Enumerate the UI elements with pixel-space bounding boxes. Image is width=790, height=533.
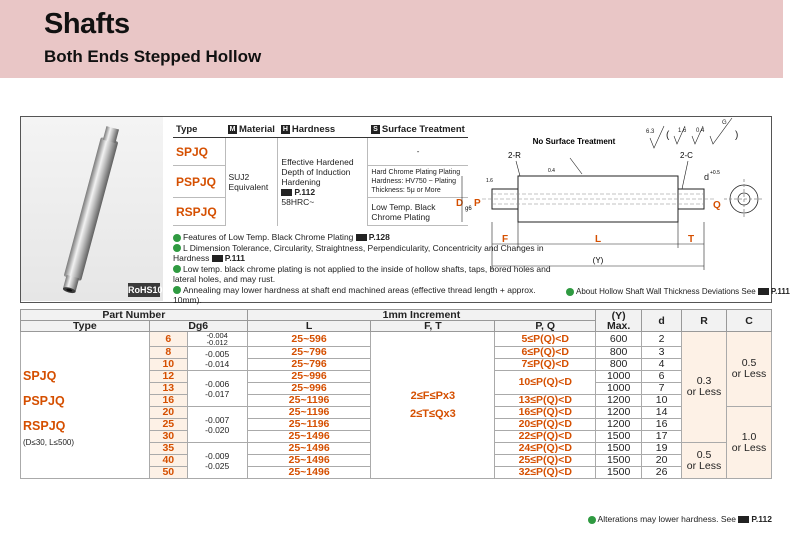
d-cell: 6 — [642, 371, 682, 383]
header-y: (Y) Max. — [596, 310, 642, 332]
l-cell: 25~796 — [247, 347, 371, 359]
l-cell: 25~1196 — [247, 419, 371, 431]
dia-cell: 20 — [149, 407, 187, 419]
l-cell: 25~1496 — [247, 443, 371, 455]
tol-cell: -0.004 -0.012 — [187, 332, 247, 347]
d-cell: 20 — [642, 455, 682, 467]
header-type: Type — [21, 321, 150, 332]
dim-f-label: F — [502, 234, 509, 245]
note-item: Annealing may lower hardness at shaft end machined areas (effective thread length + approx. 10mm). — [173, 284, 536, 305]
leaf-icon — [173, 234, 181, 242]
d-cell: 4 — [642, 359, 682, 371]
note-ref-link[interactable]: P.128 — [368, 232, 390, 242]
header-l: L — [247, 321, 371, 332]
y-cell: 1500 — [596, 467, 642, 479]
pq-cell: 6≤P(Q)<D — [495, 347, 596, 359]
l-cell: 25~1196 — [247, 407, 371, 419]
dim-p-label: P — [474, 198, 481, 209]
hollow-note: About Hollow Shaft Wall Thickness Deviations See P.111 — [566, 287, 790, 296]
spec-surface-rspjq: Low Temp. Black Chrome Plating — [368, 198, 468, 226]
c-cell: 0.5 or Less — [726, 332, 771, 407]
l-cell: 25~1496 — [247, 455, 371, 467]
roughness-04: 0.4 — [696, 128, 705, 134]
tol-cell: -0.005 -0.014 — [187, 347, 247, 371]
tol-cell: -0.007 -0.020 — [187, 407, 247, 443]
material-icon: M — [229, 125, 236, 133]
d-cell: 7 — [642, 383, 682, 395]
y-cell: 1000 — [596, 383, 642, 395]
dia-cell: 35 — [149, 443, 187, 455]
dim-l-label: L — [594, 234, 602, 245]
header-c: C — [726, 310, 771, 332]
leaf-icon — [173, 286, 181, 294]
spec-type-spjq: SPJQ — [173, 138, 225, 166]
spec-surface-spjq: - — [368, 138, 468, 166]
tol-cell: -0.006 -0.017 — [187, 371, 247, 407]
spec-surface-pspjq: Hard Chrome Plating Plating Hardness: HV750 ~ Plating Thickness: 5μ or More — [368, 166, 468, 198]
leaf-icon — [588, 516, 596, 524]
svg-text:(: ( — [666, 130, 670, 141]
svg-text:g6: g6 — [465, 206, 472, 212]
book-icon — [758, 288, 769, 295]
roughness-icon — [646, 118, 738, 148]
book-icon — [212, 255, 223, 262]
d-cell: 19 — [642, 443, 682, 455]
dia-cell: 6 — [149, 332, 187, 347]
l-cell: 25~796 — [247, 359, 371, 371]
y-cell: 600 — [596, 332, 642, 347]
roughness-small: 0.4 — [548, 168, 555, 174]
spec-header-surface: S Surface Treatment — [368, 122, 468, 138]
hollow-ref-link[interactable]: P.111 — [770, 287, 790, 296]
book-icon — [738, 516, 749, 523]
dim-t-label: T — [688, 234, 695, 245]
l-cell: 25~1196 — [247, 395, 371, 407]
c-cell: 1.0 or Less — [726, 407, 771, 479]
dim-q-label: Q — [713, 200, 721, 211]
pq-cell: 20≤P(Q)<D — [495, 419, 596, 431]
pq-cell: 13≤P(Q)<D — [495, 395, 596, 407]
dia-cell: 40 — [149, 455, 187, 467]
header-ft: F, T — [371, 321, 495, 332]
y-cell: 1200 — [596, 395, 642, 407]
r-cell: 0.5 or Less — [682, 443, 727, 479]
spec-header-type: Type — [173, 122, 225, 138]
y-cell: 1200 — [596, 407, 642, 419]
spec-hardness: Effective Hardened Depth of Induction Hardening P.112 58HRC~ — [278, 138, 368, 226]
spec-material: SUJ2 Equivalent — [225, 138, 278, 226]
dim-y-label: (Y) — [592, 256, 604, 265]
hardness-ref-link[interactable]: P.112 — [294, 186, 316, 197]
dia-cell: 13 — [149, 383, 187, 395]
l-cell: 25~596 — [247, 332, 371, 347]
r-cell: 0.3 or Less — [682, 332, 727, 443]
chamfer-label: 2-C — [680, 151, 693, 160]
y-cell: 1500 — [596, 455, 642, 467]
hardness-icon: H — [282, 125, 288, 133]
radius-label: 2-R — [508, 151, 521, 160]
d-cell: 26 — [642, 467, 682, 479]
svg-text:G: G — [722, 120, 727, 126]
spec-table — [173, 122, 468, 226]
pq-cell: 10≤P(Q)<D — [495, 371, 596, 395]
page-title: Shafts — [44, 8, 130, 40]
header-pq: P, Q — [495, 321, 596, 332]
type-cell: SPJQ PSPJQ RSPJQ (D≤30, L≤500) — [21, 332, 150, 479]
spec-header-material: M Material — [225, 122, 278, 138]
footer-ref-link[interactable]: P.112 — [751, 514, 772, 524]
roughness-small: 1.6 — [486, 178, 493, 184]
book-icon — [356, 234, 367, 241]
leaf-icon — [566, 288, 574, 296]
y-cell: 1500 — [596, 431, 642, 443]
tol-cell: -0.009 -0.025 — [187, 443, 247, 479]
d-cell: 17 — [642, 431, 682, 443]
leaf-icon — [173, 265, 181, 273]
spec-header-hardness: H Hardness — [278, 122, 368, 138]
pq-cell: 25≤P(Q)<D — [495, 455, 596, 467]
note-item: L Dimension Tolerance, Circularity, Straightness, Perpendicularity, Concentricity and Changes in Hardness P.111 — [173, 242, 544, 263]
ft-cell: 2≤F≤Px3 2≤T≤Qx3 — [371, 332, 495, 479]
page-subtitle: Both Ends Stepped Hollow — [44, 47, 262, 66]
l-cell: 25~1496 — [247, 467, 371, 479]
svg-text:+0.5: +0.5 — [710, 170, 720, 176]
header-dg6: Dg6 — [149, 321, 247, 332]
l-cell: 25~996 — [247, 371, 371, 383]
y-cell: 1200 — [596, 419, 642, 431]
pq-cell: 32≤P(Q)<D — [495, 467, 596, 479]
l-cell: 25~996 — [247, 383, 371, 395]
y-cell: 800 — [596, 347, 642, 359]
dia-cell: 8 — [149, 347, 187, 359]
shaft-drawing — [452, 118, 772, 278]
pq-cell: 16≤P(Q)<D — [495, 407, 596, 419]
note-ref-link[interactable]: P.111 — [224, 253, 245, 263]
dia-cell: 12 — [149, 371, 187, 383]
roughness-63: 6.3 — [646, 129, 655, 135]
header-part-number: Part Number — [21, 310, 248, 321]
leaf-icon — [173, 244, 181, 252]
footer-note: Alterations may lower hardness. See P.112 — [588, 514, 772, 524]
surface-icon: S — [371, 125, 380, 134]
pq-cell: 7≤P(Q)<D — [495, 359, 596, 371]
y-cell: 800 — [596, 359, 642, 371]
d-cell: 14 — [642, 407, 682, 419]
spec-type-pspjq: PSPJQ — [173, 166, 225, 198]
dia-cell: 16 — [149, 395, 187, 407]
pq-cell: 22≤P(Q)<D — [495, 431, 596, 443]
table-row — [21, 332, 772, 347]
dim-d-small-label: d — [704, 172, 710, 182]
dim-d-label: D — [456, 198, 464, 209]
dia-cell: 30 — [149, 431, 187, 443]
note-item: Features of Low Temp. Black Chrome Plating P.128 — [173, 232, 553, 243]
svg-text:): ) — [735, 130, 739, 141]
header-r: R — [682, 310, 727, 332]
shaft-photo-icon — [21, 117, 163, 301]
product-photo — [21, 117, 163, 301]
dia-cell: 10 — [149, 359, 187, 371]
y-cell: 1500 — [596, 443, 642, 455]
rohs-badge: RoHS10 — [128, 285, 163, 295]
note-item: Low temp. black chrome plating is not applied to the inside of hollow shafts, taps, bored holes and lateral holes, and may rust. — [173, 263, 551, 284]
y-cell: 1000 — [596, 371, 642, 383]
d-cell: 3 — [642, 347, 682, 359]
dia-cell: 25 — [149, 419, 187, 431]
header-d: d — [642, 310, 682, 332]
roughness-16: 1.6 — [678, 128, 687, 134]
l-cell: 25~1496 — [247, 431, 371, 443]
spec-type-rspjq: RSPJQ — [173, 198, 225, 226]
page-header — [0, 0, 783, 78]
dia-cell: 50 — [149, 467, 187, 479]
end-view — [724, 179, 764, 219]
d-cell: 16 — [642, 419, 682, 431]
d-cell: 10 — [642, 395, 682, 407]
book-icon — [281, 189, 292, 196]
pq-cell: 5≤P(Q)<D — [495, 332, 596, 347]
part-number-table — [20, 309, 772, 479]
header-increment: 1mm Increment — [247, 310, 596, 321]
pq-cell: 24≤P(Q)<D — [495, 443, 596, 455]
no-surface-label: No Surface Treatment — [532, 137, 616, 146]
d-cell: 2 — [642, 332, 682, 347]
